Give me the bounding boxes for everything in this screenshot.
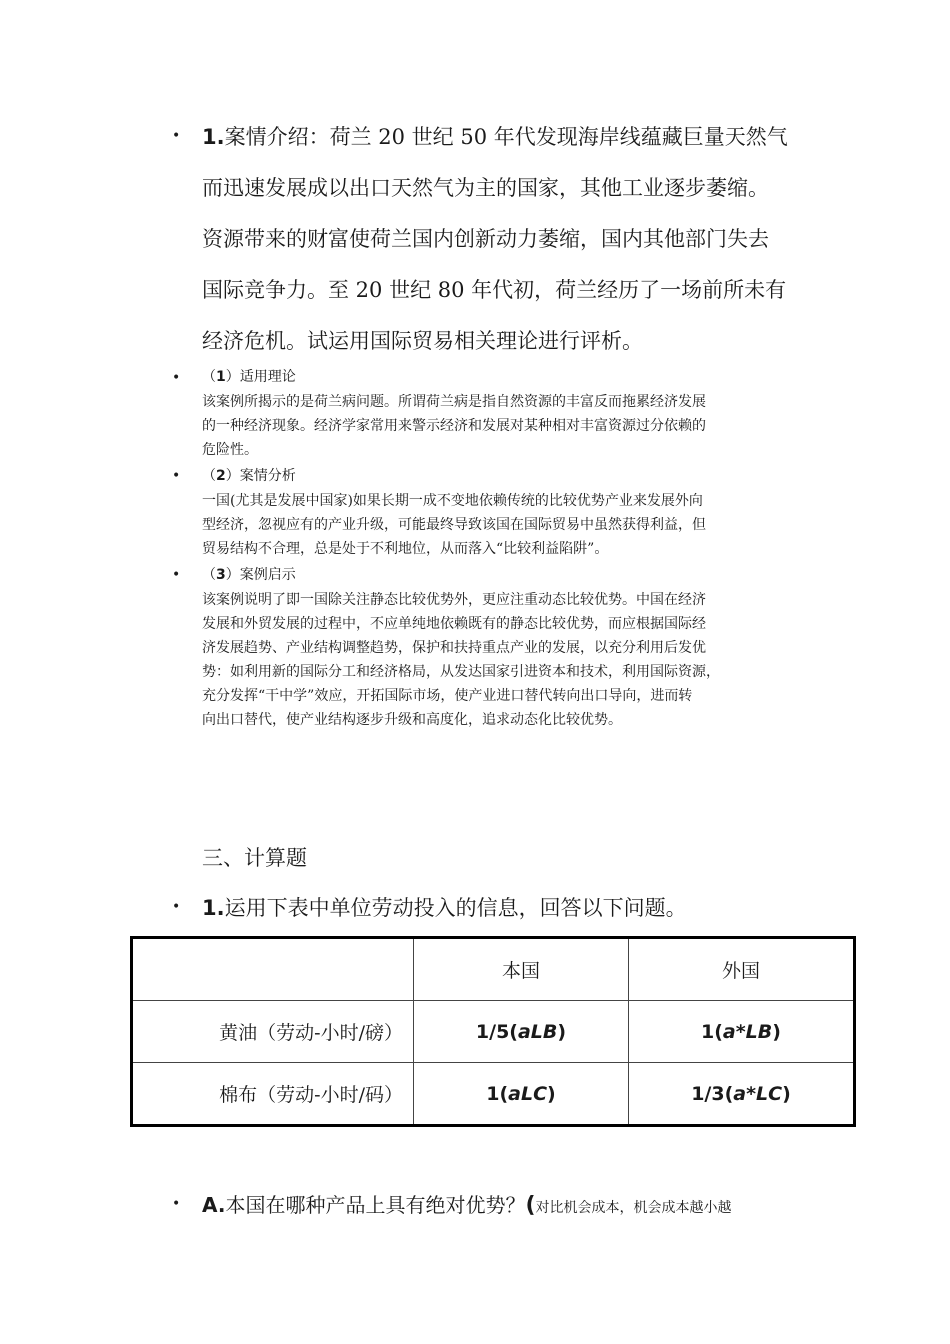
col-home: 本国 — [414, 938, 629, 1001]
section-1-heading: （1）适用理论 — [202, 369, 296, 385]
row-label-cloth: 棉布（劳动-小时/码） — [132, 1063, 414, 1126]
cell-foreign-butter: 1(a*LB) — [629, 1001, 855, 1063]
table-row — [132, 1001, 855, 1063]
bullet-question-1: • — [172, 899, 181, 915]
case-line-4: 国际竞争力。至 20 世纪 80 年代初，荷兰经历了一场前所未有 — [202, 278, 787, 302]
case-line-3: 资源带来的财富使荷兰国内创新动力萎缩，国内其他部门失去 — [202, 227, 769, 251]
question-1: 1.运用下表中单位劳动投入的信息，回答以下问题。 — [202, 896, 687, 920]
cell-home-butter: 1/5(aLB) — [414, 1001, 629, 1063]
question-a-letter: A. — [202, 1193, 226, 1217]
question-a: A.本国在哪种产品上具有绝对优势？(对比机会成本，机会成本越小越 — [202, 1193, 732, 1218]
section-2-body: 一国(尤其是发展中国家)如果长期一成不变地依赖传统的比较优势产业来发展外向 型经济，忽视应有的产业升级，可能最终导致该国在国际贸易中虽然获得利益，但 贸易结构不合理，总是处于不利地位，从而落入“比较利益陷阱”。 — [202, 493, 706, 557]
case-line-5: 经济危机。试运用国际贸易相关理论进行评析。 — [202, 329, 643, 353]
row-label-butter: 黄油（劳动-小时/磅） — [132, 1001, 414, 1063]
cell-home-cloth: 1(aLC) — [414, 1063, 629, 1126]
section-1-body: 该案例所揭示的是荷兰病问题。所谓荷兰病是指自然资源的丰富反而拖累经济发展 的一种经济现象。经济学家常用来警示经济和发展对某种相对丰富资源过分依赖的 危险性。 — [202, 394, 706, 458]
cell-foreign-cloth: 1/3(a*LC) — [629, 1063, 855, 1126]
section-3-body: 该案例说明了即一国除关注静态比较优势外，更应注重动态比较优势。中国在经济 发展和外贸发展的过程中，不应单纯地依赖既有的静态比较优势，而应根据国际经 济发展趋势、产业结构调整趋势，保护和扶持重点产业的发展，以充分利用后发优 势：如利用新的国际分工和经济格局，从发达国家引进资本和技术，利用国际资源， 充分发挥“干中学”效应，开拓国际市场，使产业进口替代转向出口导向，进而转 向出口替代，使产业结构逐步升级和高度化，追求动态化比较优势。 — [202, 592, 720, 728]
bullet-section-1: • — [172, 370, 181, 386]
question-a-hint: 对比机会成本，机会成本越小越 — [535, 1200, 732, 1216]
case-number: 1. — [202, 125, 225, 149]
table-header-row — [132, 938, 855, 1001]
labor-table — [130, 936, 856, 1127]
bullet-case: • — [172, 128, 181, 144]
table-corner-cell — [132, 938, 414, 1001]
calc-heading: 三、计算题 — [202, 846, 307, 870]
section-2-heading: （2）案情分析 — [202, 468, 296, 484]
table-row — [132, 1063, 855, 1126]
case-line-1: 1.案情介绍：荷兰 20 世纪 50 年代发现海岸线蕴藏巨量天然气 — [202, 125, 788, 149]
col-foreign: 外国 — [629, 938, 855, 1001]
case-line-2: 而迅速发展成以出口天然气为主的国家，其他工业逐步萎缩。 — [202, 176, 769, 200]
bullet-question-a: • — [172, 1196, 181, 1212]
section-3-heading: （3）案例启示 — [202, 567, 296, 583]
bullet-section-2: • — [172, 468, 181, 484]
bullet-section-3: • — [172, 567, 181, 583]
case-intro — [202, 112, 788, 367]
question-1-number: 1. — [202, 896, 225, 920]
